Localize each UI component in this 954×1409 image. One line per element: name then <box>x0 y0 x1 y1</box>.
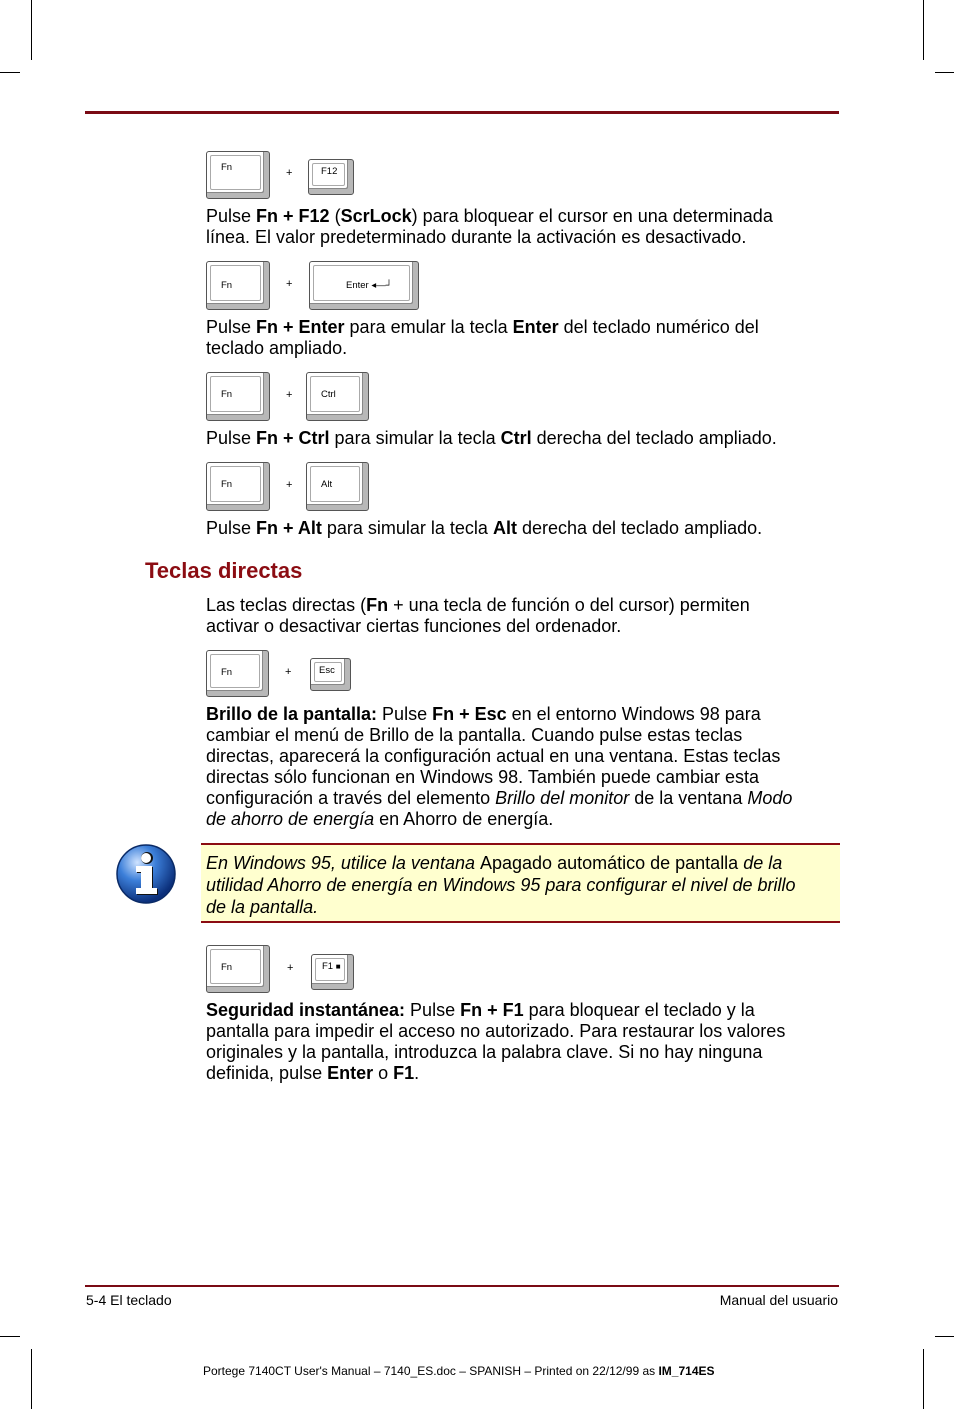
header-rule <box>85 111 839 114</box>
footer-page-label: 5-4 El teclado <box>86 1292 172 1308</box>
fn-key: Fn <box>206 372 270 421</box>
f12-description: Pulse Fn + F12 (ScrLock) para bloquear el cursor en una determinada línea. El valor predeterminado durante la activación es desactivado. <box>206 206 773 247</box>
f12-key: F12 <box>308 159 354 195</box>
crop-mark <box>0 72 20 73</box>
note-box <box>201 843 840 923</box>
crop-mark <box>31 0 32 60</box>
crop-mark <box>0 1336 20 1337</box>
brightness-description: Brillo de la pantalla: Pulse Fn + Esc en el entorno Windows 98 para cambiar el menú de Brillo de la pantalla. Cuando pulse estas teclas directas, aparecerá la configuración actual en una ventana. Estas teclas directas sólo funcionan en Windows 98. También puede cambiar esta configuración a través del elemento Brillo del monitor de la ventana Modo de ahorro de energía en Ahorro de energía. <box>206 704 793 829</box>
f1-key: F1 ■ <box>311 954 354 990</box>
plus-sign: + <box>287 962 294 974</box>
fn-key: Fn <box>206 650 269 697</box>
crop-mark <box>935 72 954 73</box>
section-heading: Teclas directas <box>145 558 303 583</box>
alt-key: Alt <box>306 462 369 511</box>
crop-mark <box>31 1349 32 1409</box>
enter-key: Enter ◂—┘ <box>309 261 419 310</box>
plus-sign: + <box>286 479 293 491</box>
crop-mark <box>935 1336 954 1337</box>
hotkeys-intro: Las teclas directas (Fn + una tecla de función o del cursor) permiten activar o desactivar ciertas funciones del ordenador. <box>206 595 750 636</box>
crop-mark <box>923 1349 924 1409</box>
fn-key: Fn <box>206 945 270 993</box>
info-icon <box>115 843 177 905</box>
plus-sign: + <box>286 389 293 401</box>
footer-manual-title: Manual del usuario <box>719 1292 838 1308</box>
enter-description: Pulse Fn + Enter para emular la tecla Enter del teclado numérico del teclado ampliado. <box>206 317 759 358</box>
security-description: Seguridad instantánea: Pulse Fn + F1 para bloquear el teclado y la pantalla para impedir el acceso no autorizado. Para restaurar los valores originales y la pantalla, introduzca la palabra clave. Si no hay ninguna definida, pulse Enter o F1. <box>206 1000 786 1083</box>
enter-arrow-icon: ◂—┘ <box>371 280 393 291</box>
ctrl-key: Ctrl <box>306 372 369 421</box>
footer-rule <box>85 1285 839 1287</box>
fn-key: Fn <box>206 462 270 511</box>
plus-sign: + <box>286 278 293 290</box>
ctrl-description: Pulse Fn + Ctrl para simular la tecla Ctrl derecha del teclado ampliado. <box>206 428 777 448</box>
note-text: En Windows 95, utilice la ventana Apagado automático de pantalla de la utilidad Ahorro de energía en Windows 95 para configurar el nivel de brillo de la pantalla. <box>206 853 796 917</box>
fn-key: Fn <box>206 151 270 199</box>
plus-sign: + <box>286 167 293 179</box>
alt-description: Pulse Fn + Alt para simular la tecla Alt derecha del teclado ampliado. <box>206 518 763 538</box>
lock-icon: ■ <box>335 962 341 971</box>
fn-key: Fn <box>206 261 270 310</box>
crop-mark <box>923 0 924 60</box>
esc-key: Esc <box>310 658 351 691</box>
plus-sign: + <box>285 666 292 678</box>
print-info: Portege 7140CT User's Manual – 7140_ES.doc – SPANISH – Printed on 22/12/99 as IM_714ES <box>203 1364 715 1378</box>
